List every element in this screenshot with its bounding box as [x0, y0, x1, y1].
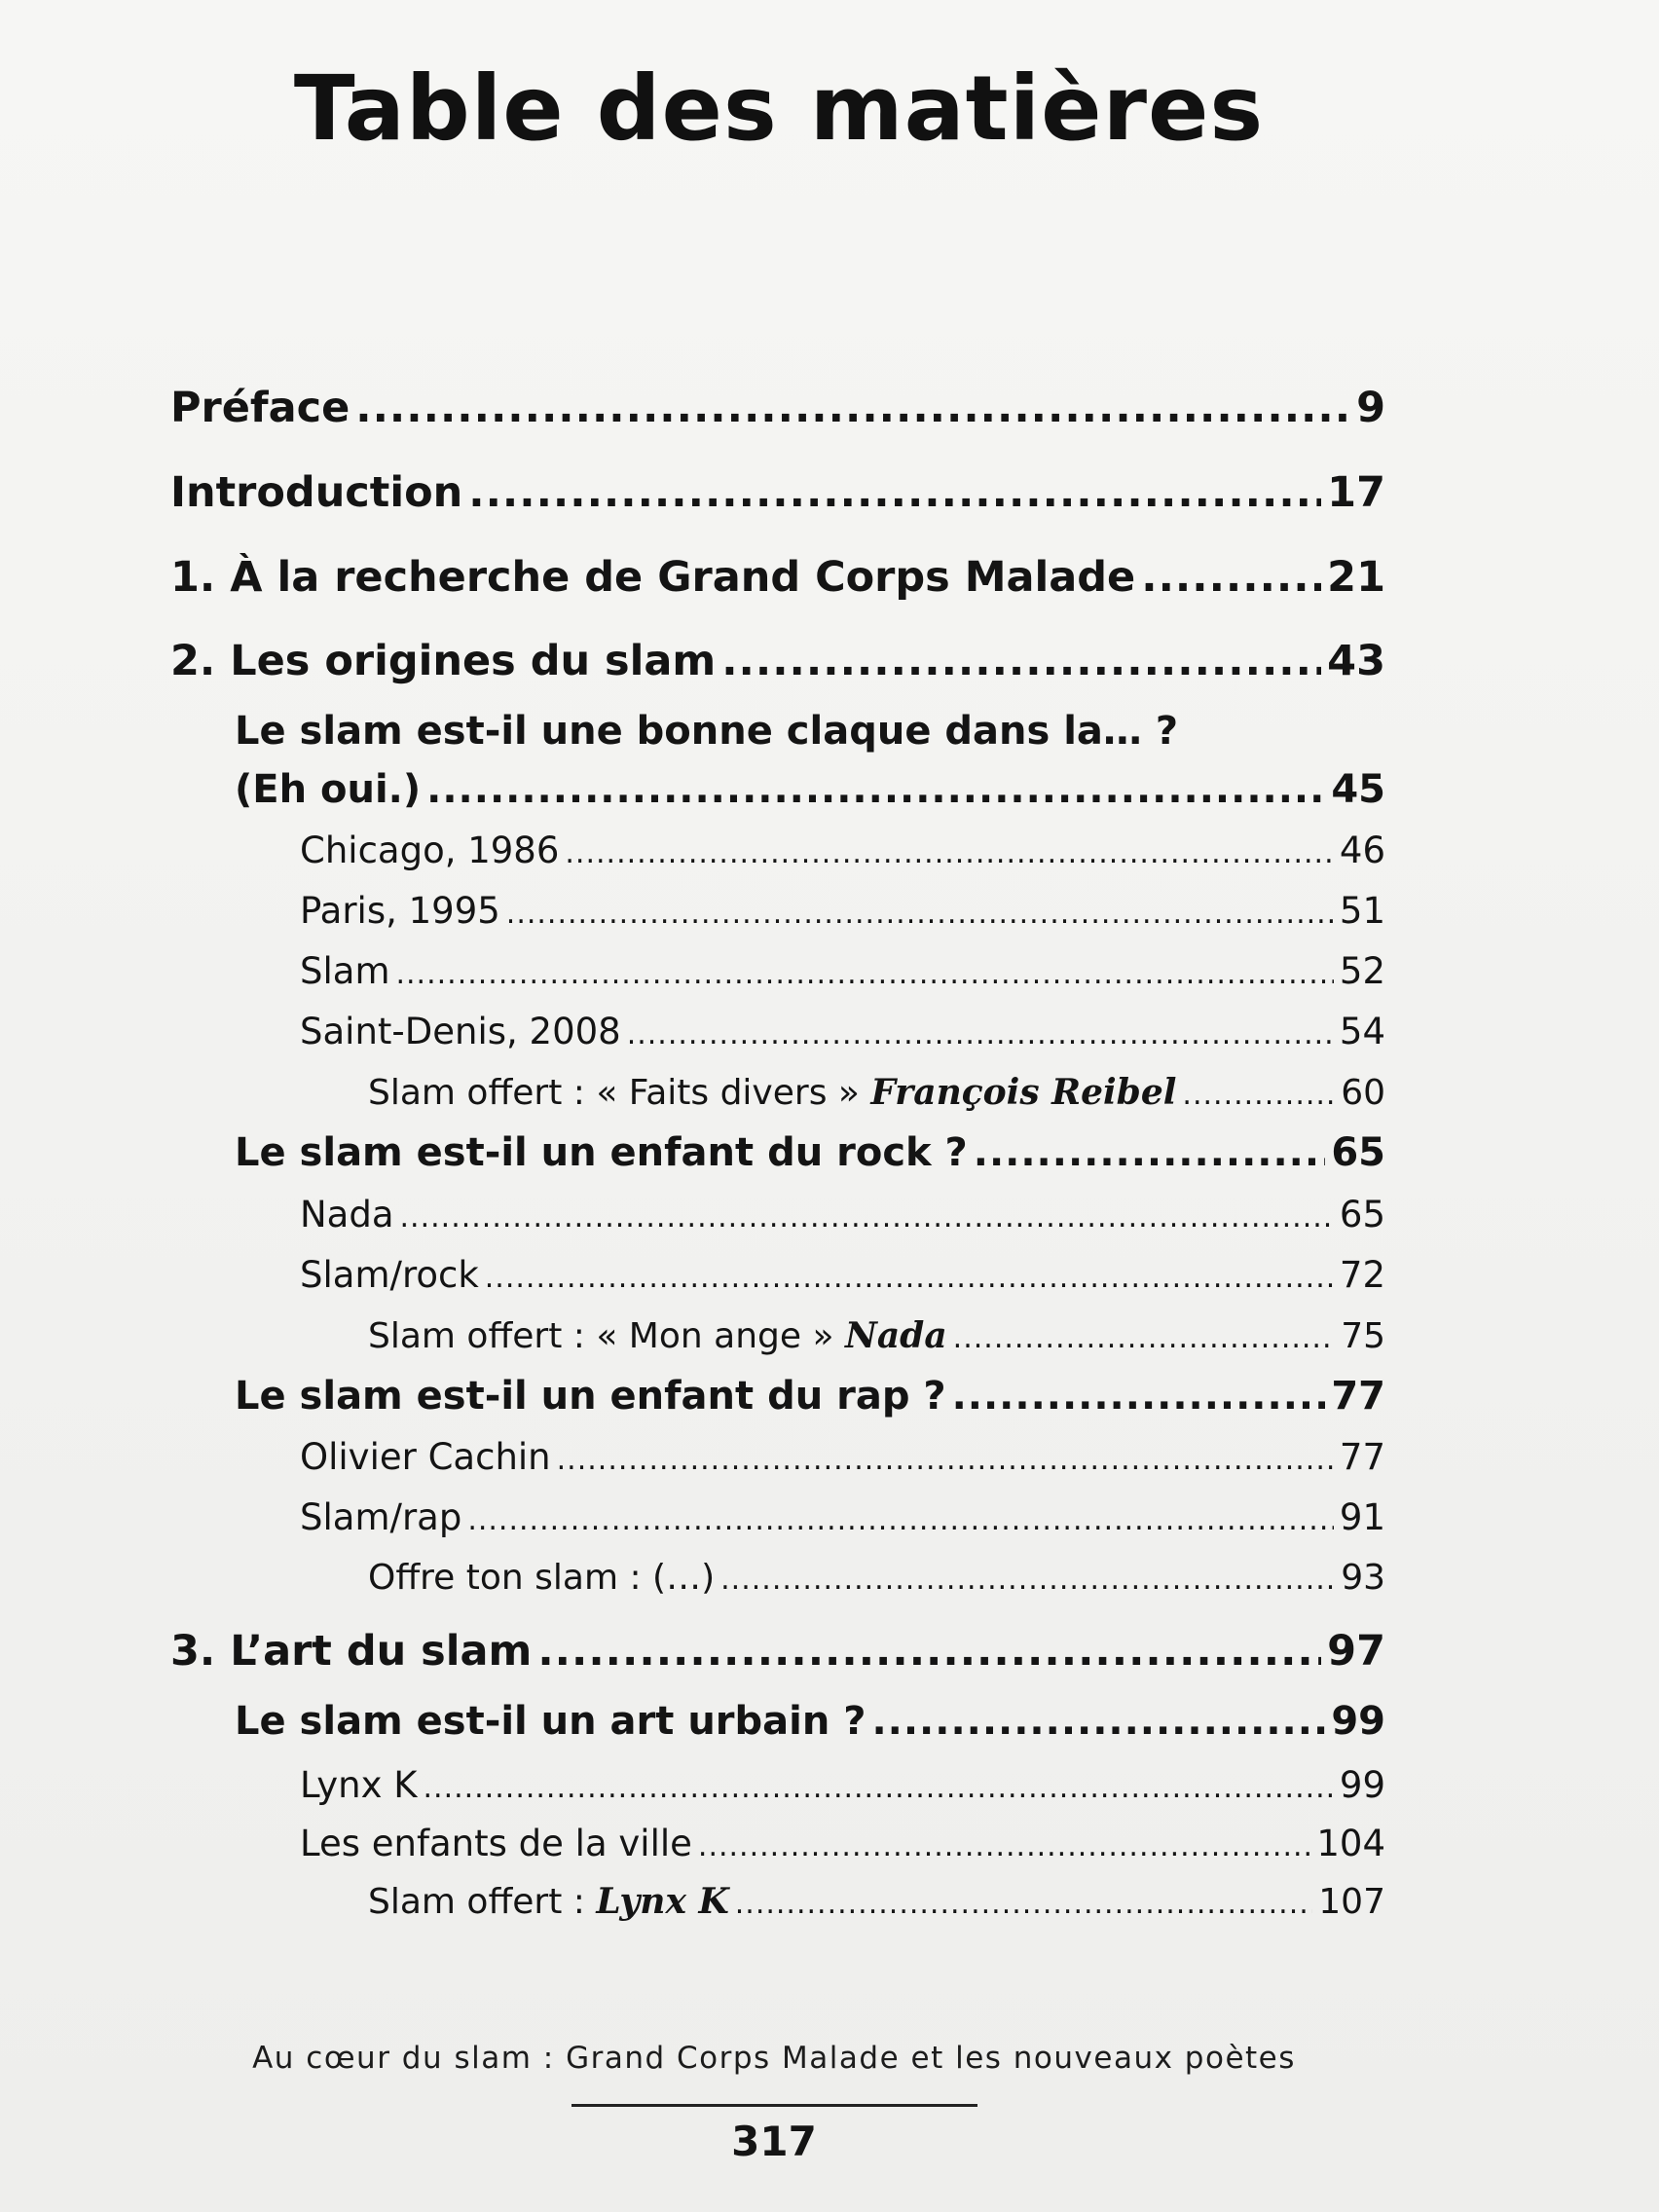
toc-entry-preface	[170, 384, 1385, 432]
dot-leader	[485, 1261, 1334, 1295]
dot-leader	[537, 1627, 1321, 1676]
dot-leader	[400, 1200, 1334, 1235]
dot-leader	[698, 1829, 1310, 1863]
toc-entry-page: 46	[1339, 830, 1385, 871]
toc-entry-saint-denis	[300, 1011, 1385, 1052]
toc-entry-page: 51	[1339, 890, 1385, 932]
toc-entry-label	[368, 1881, 729, 1922]
toc-entry-page: 17	[1327, 468, 1385, 517]
toc-entry-page: 45	[1331, 767, 1385, 812]
toc-entry-label: Nada	[300, 1194, 394, 1235]
toc-entry-page: 107	[1318, 1882, 1385, 1922]
toc-entry-paris	[300, 890, 1385, 932]
toc-entry-label: (Eh oui.)	[235, 767, 422, 812]
dot-leader	[952, 1374, 1326, 1419]
toc-entry-slam-offert-lynx-k	[368, 1881, 1385, 1922]
toc-entry-page: 54	[1339, 1011, 1385, 1052]
toc-entry-label: Saint-Denis, 2008	[300, 1011, 621, 1052]
toc-entry-label	[368, 1315, 947, 1356]
toc-entry-page: 77	[1331, 1374, 1385, 1419]
toc-entry-title: Slam offert :	[368, 1882, 597, 1922]
toc-entry-page: 75	[1341, 1316, 1385, 1356]
toc-entry-slam-offert-mon-ange	[368, 1315, 1385, 1356]
dot-leader	[1182, 1078, 1335, 1112]
dot-leader	[974, 1130, 1326, 1175]
toc-entry-introduction	[170, 468, 1385, 517]
toc-entry-section-rock	[235, 1130, 1385, 1175]
dot-leader	[557, 1443, 1334, 1477]
page-title: Table des matières	[293, 56, 1265, 161]
toc-entry-page: 60	[1341, 1073, 1385, 1113]
toc-entry-author: Lynx K	[596, 1881, 729, 1922]
toc-entry-enfants-de-la-ville	[300, 1823, 1385, 1864]
toc-entry-page: 104	[1316, 1823, 1385, 1864]
toc-entry-slam-rock	[300, 1254, 1385, 1296]
toc-entry-page: 9	[1356, 384, 1385, 432]
toc-entry-page: 65	[1339, 1194, 1385, 1235]
dot-leader	[1141, 553, 1321, 602]
toc-entry-offre-ton-slam	[368, 1558, 1385, 1598]
toc-entry-label: Offre ton slam : (…)	[368, 1558, 716, 1598]
dot-leader	[953, 1321, 1336, 1355]
dot-leader	[871, 1699, 1325, 1744]
toc-entry-section-claque	[235, 767, 1385, 812]
toc-entry-slam-offert-faits-divers	[368, 1072, 1385, 1113]
toc-entry-page: 93	[1341, 1558, 1385, 1598]
toc-entry-slam-rap	[300, 1496, 1385, 1538]
toc-entry-slam	[300, 950, 1385, 992]
dot-leader	[720, 1563, 1335, 1597]
toc-entry-nada	[300, 1194, 1385, 1235]
toc-entry-section-art-urbain	[235, 1699, 1385, 1744]
toc-entry-page: 72	[1339, 1254, 1385, 1296]
toc-entry-section-rap	[235, 1374, 1385, 1419]
page-number: 317	[731, 2118, 817, 2165]
toc-entry-label: Paris, 1995	[300, 890, 500, 932]
dot-leader	[627, 1017, 1334, 1051]
toc-entry-label: Chicago, 1986	[300, 830, 560, 871]
dot-leader	[426, 767, 1325, 812]
toc-entry-label: 3. L’art du slam	[170, 1627, 533, 1676]
running-footer: Au cœur du slam : Grand Corps Malade et les nouveaux poètes	[252, 2041, 1296, 2076]
toc-entry-chapter-3	[170, 1627, 1385, 1676]
dot-leader	[506, 897, 1334, 931]
toc-entry-page: 43	[1327, 637, 1385, 685]
toc-entry-label: Préface	[170, 384, 350, 432]
toc-entry-label: Olivier Cachin	[300, 1436, 551, 1478]
toc-entry-label: Les enfants de la ville	[300, 1823, 692, 1864]
toc-entry-page: 21	[1327, 553, 1385, 602]
dot-leader	[355, 384, 1350, 432]
toc-entry-label: Slam/rock	[300, 1254, 479, 1296]
toc-entry-title: Slam offert : « Mon ange »	[368, 1316, 845, 1356]
toc-entry-label: 2. Les origines du slam	[170, 637, 717, 685]
toc-entry-section-line1: Le slam est-il une bonne claque dans la… ?	[235, 709, 1179, 754]
dot-leader	[735, 1887, 1313, 1921]
toc-entry-author: Nada	[844, 1315, 947, 1356]
toc-entry-page: 99	[1331, 1699, 1385, 1744]
dot-leader	[467, 1503, 1334, 1537]
toc-entry-page: 97	[1327, 1627, 1385, 1676]
toc-entry-label: Slam/rap	[300, 1496, 462, 1538]
dot-leader	[424, 1771, 1334, 1805]
toc-entry-label: Le slam est-il un enfant du rock ?	[235, 1130, 968, 1175]
dot-leader	[395, 957, 1333, 991]
dot-leader	[565, 836, 1334, 870]
toc-entry-label: Introduction	[170, 468, 463, 517]
toc-entry-page: 77	[1339, 1436, 1385, 1478]
dot-leader	[468, 468, 1321, 517]
toc-entry-page: 52	[1339, 950, 1385, 992]
footer-rule	[571, 2104, 977, 2107]
toc-entry-lynx-k	[300, 1764, 1385, 1806]
toc-entry-title: Slam offert : « Faits divers »	[368, 1073, 871, 1113]
dot-leader	[721, 637, 1321, 685]
toc-entry-label: Lynx K	[300, 1764, 418, 1806]
toc-entry-page: 91	[1339, 1496, 1385, 1538]
toc-entry-label: Slam	[300, 950, 390, 992]
toc-entry-chapter-1	[170, 553, 1385, 602]
toc-entry-olivier-cachin	[300, 1436, 1385, 1478]
toc-entry-author: François Reibel	[870, 1072, 1177, 1113]
toc-entry-page: 65	[1331, 1130, 1385, 1175]
toc-entry-label: Le slam est-il un enfant du rap ?	[235, 1374, 946, 1419]
toc-entry-label: 1. À la recherche de Grand Corps Malade	[170, 553, 1136, 602]
toc-entry-label	[368, 1072, 1176, 1113]
toc-entry-page: 99	[1339, 1764, 1385, 1806]
toc-entry-chapter-2	[170, 637, 1385, 685]
toc-entry-chicago	[300, 830, 1385, 871]
toc-entry-label: Le slam est-il un art urbain ?	[235, 1699, 866, 1744]
